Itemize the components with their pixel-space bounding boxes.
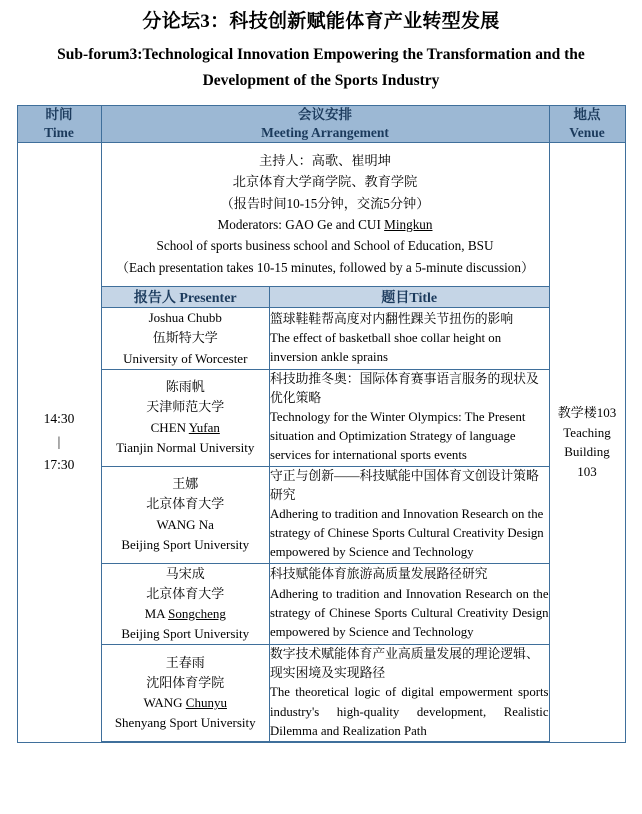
presentation-row [102, 645, 549, 742]
presentation-title-cell [270, 645, 549, 742]
moderators-row [102, 143, 549, 287]
venue-en-1: Teaching [563, 424, 611, 440]
moderator-line-1: 主持人：高歌、崔明坤 [259, 152, 391, 168]
table-body-row [17, 142, 625, 742]
venue-cell [549, 142, 625, 742]
presenter-cell [102, 563, 270, 645]
presentation-row [102, 466, 549, 563]
time-separator: | [57, 434, 61, 450]
venue-cn: 教学楼103 [557, 405, 617, 421]
header-time [17, 105, 101, 142]
presenter-cell [102, 369, 270, 466]
presentation-title-cn: 数字技术赋能体育产业高质量发展的理论逻辑、现实困境及实现路径 [270, 647, 539, 681]
presenter-name-cn: 马宋成 [165, 565, 205, 581]
presentation-title-cell [270, 308, 549, 369]
header-arrangement-cn: 会议安排 [298, 106, 352, 122]
presentation-title-en: Adhering to tradition and Innovation Research on the strategy of Chinese Sports Cultural Creativity Design empowered by Science and Technology [270, 506, 544, 560]
subheader-title: 题目Title [270, 287, 549, 308]
presenter-affiliation-en: Shenyang Sport University [114, 715, 256, 731]
presentation-title-cn: 科技助推冬奥：国际体育赛事语言服务的现状及优化策略 [270, 371, 539, 405]
presenter-affiliation-cn: 北京体育大学 [146, 585, 225, 601]
presenter-name-en: CHEN Yufan [150, 419, 220, 435]
presentation-row [102, 369, 549, 466]
presenter-affiliation-en: University of Worcester [123, 350, 248, 366]
presenter-cell [102, 645, 270, 742]
presentation-title-cell [270, 466, 549, 563]
moderator-line-5: School of sports business school and School of Education, BSU [156, 238, 494, 254]
moderator-line-4: Moderators: GAO Ge and CUI Mingkun [217, 217, 433, 233]
presenter-cell [102, 308, 270, 369]
moderators-cell [102, 143, 549, 287]
presenter-affiliation-cn: 沈阳体育学院 [146, 674, 225, 690]
title-english-line2: Development of the Sports Industry [202, 71, 440, 89]
moderator-line-2: 北京体育大学商学院、教育学院 [232, 174, 418, 190]
presenter-name-cn: 王娜 [172, 476, 199, 492]
header-arrangement-en: Meeting Arrangement [261, 124, 389, 140]
table-header-row [17, 105, 625, 142]
moderator-line-3: （报告时间10-15分钟，交流5分钟） [220, 195, 430, 211]
presenter-name-cn: 王春雨 [165, 654, 205, 670]
sub-header-row [102, 287, 549, 308]
time-start: 14:30 [43, 411, 75, 427]
header-venue [549, 105, 625, 142]
header-time-en: Time [44, 124, 74, 140]
time-cell [17, 142, 101, 742]
presenter-name-en: WANG Chunyu [143, 695, 227, 711]
presentation-title-en: Technology for the Winter Olympics: The Present situation and Optimization Strategy of language services for international sports events [270, 410, 526, 463]
venue-en-2: Building [564, 444, 610, 460]
title-english-line1: Sub-forum3:Technological Innovation Empowering the Transformation and the [57, 45, 585, 63]
presenter-affiliation-en: Beijing Sport University [121, 625, 250, 641]
moderators-block [102, 143, 549, 286]
arrangement-cell [101, 142, 549, 742]
presentation-row [102, 563, 549, 645]
header-arrangement [101, 105, 549, 142]
presenter-affiliation-cn: 伍斯特大学 [152, 330, 218, 346]
presenter-name-en: Joshua Chubb [148, 310, 222, 326]
presenter-name-en: MA Songcheng [144, 605, 226, 621]
venue-en-3: 103 [577, 463, 597, 479]
time-end: 17:30 [43, 456, 75, 472]
presentation-row [102, 308, 549, 369]
presentation-title-cell [270, 563, 549, 645]
presenter-affiliation-cn: 北京体育大学 [146, 496, 225, 512]
presentation-title-cn: 守正与创新——科技赋能中国体育文创设计策略研究 [270, 468, 539, 502]
presenter-affiliation-cn: 天津师范大学 [146, 399, 225, 415]
presenter-cell [102, 466, 270, 563]
header-venue-cn: 地点 [573, 106, 601, 122]
presentation-title-cell [270, 369, 549, 466]
presenter-name-en: WANG Na [156, 516, 214, 532]
presenter-name-cn: 陈雨帆 [165, 379, 205, 395]
header-time-cn: 时间 [45, 106, 73, 122]
moderator-line-6: （Each presentation takes 10-15 minutes, followed by a 5-minute discussion） [115, 259, 535, 275]
schedule-table [17, 105, 626, 743]
title-chinese: 分论坛3：科技创新赋能体育产业转型发展 [142, 11, 500, 32]
presentation-title-cn: 科技赋能体育旅游高质量发展路径研究 [270, 567, 488, 582]
document-title-block [0, 0, 642, 97]
presentation-title-en: Adhering to tradition and Innovation Research on the strategy of Chinese Sports Cultural Creativity Design empowered by Science and Technology [270, 586, 549, 639]
presentation-title-en: The effect of basketball shoe collar height on inversion ankle sprains [270, 330, 502, 365]
arrangement-inner-table [102, 143, 549, 742]
presentation-title-cn: 篮球鞋鞋帮高度对内翻性踝关节扭伤的影响 [270, 311, 514, 326]
presenter-affiliation-en: Tianjin Normal University [116, 439, 255, 455]
presenter-affiliation-en: Beijing Sport University [121, 536, 250, 552]
subheader-presenter: 报告人 Presenter [102, 287, 270, 308]
header-venue-en: Venue [569, 124, 605, 140]
presentation-title-en: The theoretical logic of digital empowerment sports industry's high-quality development, Realistic Dilemma and Realization Path [270, 685, 549, 738]
